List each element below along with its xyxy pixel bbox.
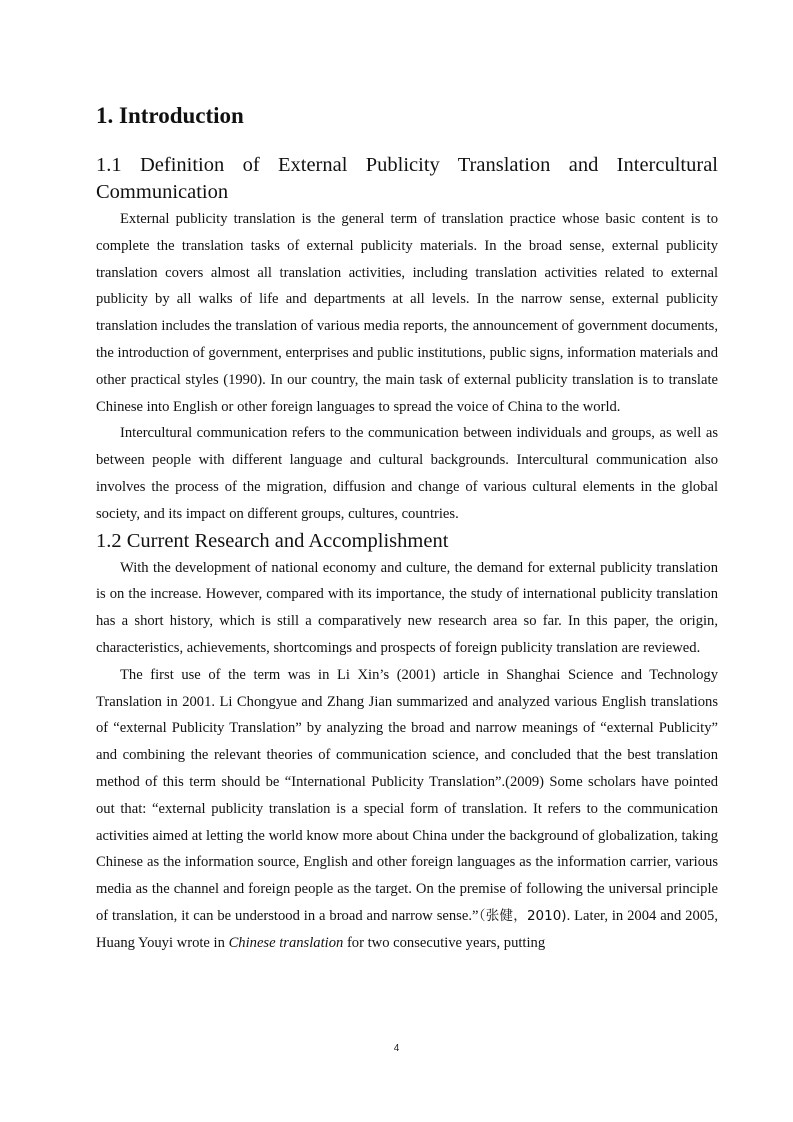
section-1-1-paragraph-1: External publicity translation is the general term of translation practice whose basic content is to complete the translation tasks of external publicity materials. In the broad sense, external publicity translation covers almost all translation activities, including translation activities related to external publicity by all walks of life and departments at all levels. In the narrow sense, external publicity translation includes the translation of various media reports, the announcement of government documents, the introduction of government, enterprises and public institutions, public signs, information materials and other practical styles (1990). In our country, the main task of external publicity translation is to translate Chinese into English or other foreign languages to spread the voice of China to the world. (96, 211, 718, 415)
chinese-citation: （张健，2010) (478, 907, 567, 924)
paragraph-text: for two consecutive years, putting (343, 934, 546, 951)
journal-title: Chinese translation (228, 934, 344, 951)
paragraph-text: . Later, in 2004 and 2005, Huang Youyi wrote in (96, 907, 719, 951)
page-number: 4 (393, 1043, 400, 1054)
document-page (96, 100, 718, 957)
section-1-2-heading: 1.2 Current Research and Accomplishment (96, 529, 449, 552)
chapter-heading: 1. Introduction (96, 103, 244, 128)
section-1-2-paragraph-2 (96, 662, 718, 957)
section-1-1-heading: 1.1 Definition of External Publicity Translation and Intercultural Communication (96, 154, 718, 203)
section-1-1-paragraph-2: Intercultural communication refers to the communication between individuals and groups, as well as between people with different language and cultural backgrounds. Intercultural communication also involves the process of the migration, diffusion and change of various cultural elements in the global society, and its impact on different groups, cultures, countries. (96, 425, 718, 522)
paragraph-text: The first use of the term was in Li Xin’s (2001) article in Shanghai Science and Technology Translation in 2001. Li Chongyue and Zhang Jian summarized and analyzed various English translations of “external Publicity Translation” by analyzing the broad and narrow meanings of “external Publicity” and combining the relevant theories of communication science, and concluded that the best translation method of this term should be “International Publicity Translation”.(2009) Some scholars have pointed out that: “external publicity translation is a special form of translation. It refers to the communication activities aimed at letting the world know more about China under the background of globalization, taking Chinese as the information source, English and other foreign languages as the information carrier, various media as the channel and foreign people as the target. On the premise of following the universal principle of translation, it can be understood in a broad and narrow sense.” (96, 666, 718, 924)
section-1-2-paragraph-1: With the development of national economy and culture, the demand for external publicity translation is on the increase. However, compared with its importance, the study of international publicity translation has a short history, which is still a comparatively new research area so far. In this paper, the origin, characteristics, achievements, shortcomings and prospects of foreign publicity translation are reviewed. (96, 559, 718, 656)
